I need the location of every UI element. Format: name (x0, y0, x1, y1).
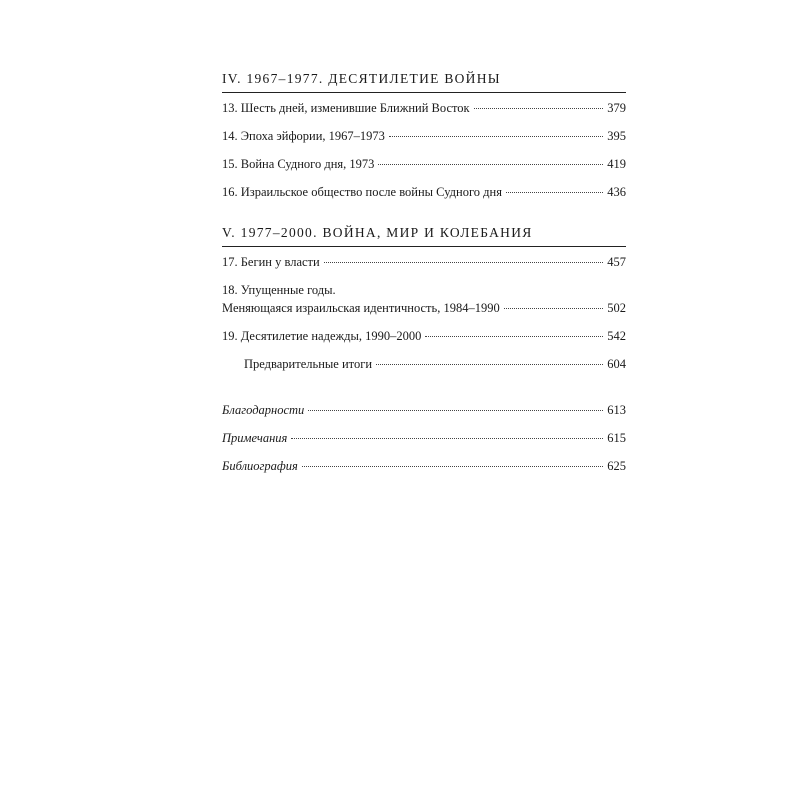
entry-title: 17. Бегин у власти (222, 255, 320, 269)
page-number: 502 (607, 301, 626, 315)
dot-leader (474, 107, 604, 109)
page-number: 436 (607, 185, 626, 199)
toc-entry[interactable] (222, 254, 626, 270)
entry-title: Библиография (222, 459, 298, 473)
entry-title: 16. Израильское общество после войны Судного дня (222, 185, 502, 199)
toc-entry[interactable] (222, 402, 626, 418)
entry-title: 14. Эпоха эйфории, 1967–1973 (222, 129, 385, 143)
part-rule (222, 246, 626, 247)
dot-leader (302, 465, 603, 467)
dot-leader (324, 261, 604, 263)
dot-leader (378, 163, 603, 165)
part-title: IV. 1967–1977. ДЕСЯТИЛЕТИЕ ВОЙНЫ (222, 71, 501, 86)
page-number: 457 (607, 255, 626, 269)
page-number: 604 (607, 357, 626, 371)
page-number: 419 (607, 157, 626, 171)
toc-entry[interactable] (222, 184, 626, 200)
entry-title: Предварительные итоги (244, 357, 373, 371)
toc-entry[interactable] (222, 458, 626, 474)
table-of-contents (222, 70, 626, 486)
toc-entry[interactable] (222, 100, 626, 116)
part-title: V. 1977–2000. ВОЙНА, МИР И КОЛЕБАНИЯ (222, 225, 533, 240)
toc-entry[interactable] (222, 430, 626, 446)
dot-leader (389, 135, 603, 137)
dot-leader (506, 191, 603, 193)
part-v (222, 224, 626, 372)
page-number: 542 (607, 329, 626, 343)
page-number: 615 (607, 431, 626, 445)
entry-title: Меняющаяся израильская идентичность, 1984–1990 (222, 301, 500, 315)
part-rule (222, 92, 626, 93)
toc-entry[interactable] (222, 356, 626, 372)
entry-title-line1: 18. Упущенные годы. (222, 283, 336, 297)
entry-title: 19. Десятилетие надежды, 1990–2000 (222, 329, 422, 343)
toc-entry (222, 300, 626, 316)
toc-entry[interactable] (222, 128, 626, 144)
toc-entry[interactable] (222, 156, 626, 172)
page-number: 379 (607, 101, 626, 115)
dot-leader (308, 409, 603, 411)
back-matter (222, 402, 626, 474)
page-number: 395 (607, 129, 626, 143)
entry-title: Благодарности (222, 403, 305, 417)
dot-leader (376, 363, 603, 365)
page-number: 613 (607, 403, 626, 417)
dot-leader (291, 437, 603, 439)
part-iv (222, 70, 626, 200)
entry-title: 13. Шесть дней, изменившие Ближний Восток (222, 101, 470, 115)
page-number: 625 (607, 459, 626, 473)
entry-title: 15. Война Судного дня, 1973 (222, 157, 375, 171)
toc-entry[interactable] (222, 328, 626, 344)
toc-entry-multiline[interactable] (222, 282, 626, 316)
dot-leader (504, 307, 604, 309)
dot-leader (425, 335, 603, 337)
entry-title: Примечания (222, 431, 288, 445)
